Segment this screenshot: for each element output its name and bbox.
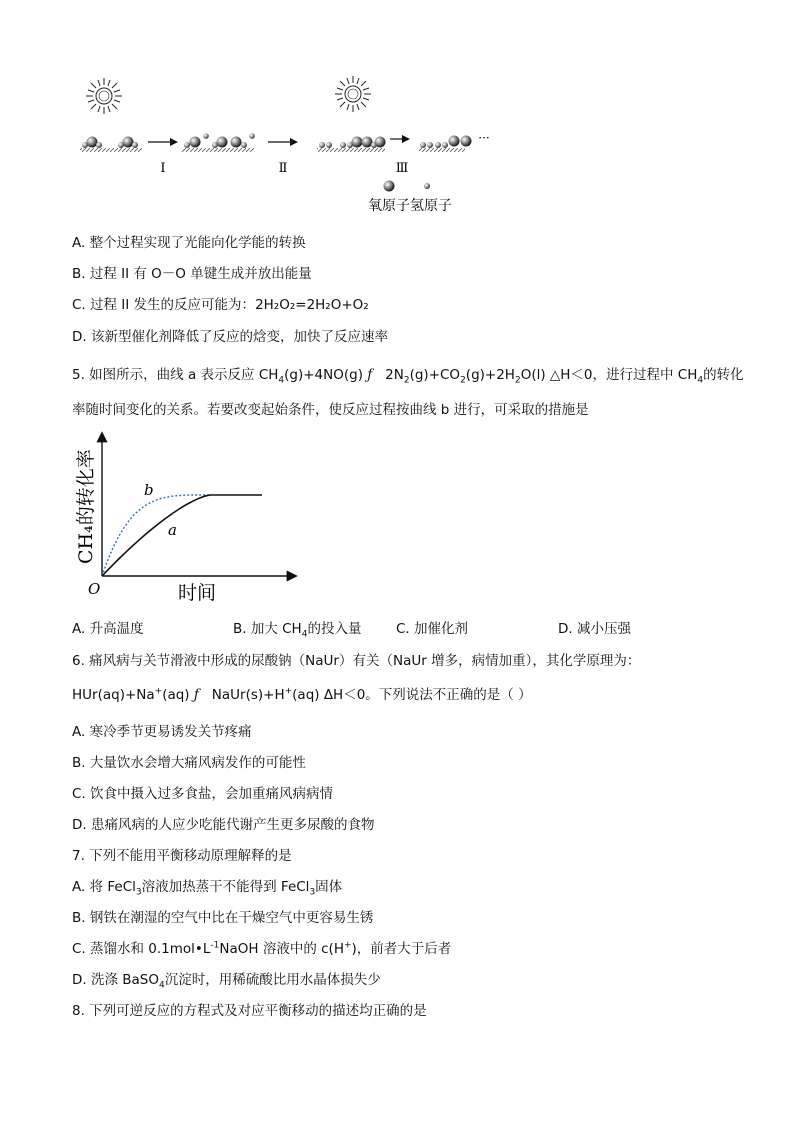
step-label-1: Ⅰ — [160, 161, 166, 176]
intermediate-molecules — [184, 133, 255, 148]
q4-option-b: B. 过程 II 有 O－O 单键生成并放出能量 — [72, 266, 312, 282]
subscript: 4 — [278, 375, 285, 386]
superscript: + — [343, 940, 352, 951]
superscript: + — [284, 686, 293, 697]
q6-option-c: C. 饮食中摄入过多食盐，会加重痛风病病情 — [72, 786, 334, 802]
q6-option-a: A. 寒冷季节更易诱发关节疼痛 — [72, 724, 252, 740]
q5-stem-text: 5. 如图所示，曲线 a 表示反应 CH — [72, 367, 279, 383]
q5-option-d: D. 减小压强 — [558, 621, 631, 637]
q6-stem-line-2 — [72, 686, 532, 704]
subscript: 2 — [403, 375, 410, 386]
catalyst-surface — [182, 148, 254, 152]
q7-option-d-text: 沉淀时，用稀硫酸比用水晶体损失少 — [164, 972, 381, 988]
q5-option-b-text: B. 加大 CH — [233, 621, 302, 637]
superscript: + — [154, 686, 163, 697]
x-axis-label: 时间 — [178, 582, 217, 604]
superscript: -1 — [210, 940, 220, 951]
subscript: 4 — [301, 629, 308, 640]
arrow-icon — [148, 138, 178, 146]
q5-option-c: C. 加催化剂 — [396, 621, 469, 637]
intermediate-molecules — [319, 137, 386, 149]
step-label-3: Ⅲ — [395, 161, 409, 176]
q4-option-c-text: C. 过程 II 发生的反应可能为： — [72, 297, 256, 313]
q7-option-b: B. 钢铁在潮湿的空气中比在干燥空气中更容易生锈 — [72, 910, 374, 926]
q5-stem-text: O(l) △H＜0，进行过程中 CH — [520, 367, 698, 383]
product-molecules — [420, 136, 472, 149]
q5-stem-text: (g)+2H — [465, 367, 515, 383]
q6-stem-text: (aq) — [162, 687, 190, 703]
q7-option-c — [72, 940, 451, 958]
q7-option-a — [72, 878, 342, 896]
series-b-label: b — [144, 481, 154, 499]
q7-option-a-text: 固体 — [315, 879, 343, 895]
q6-stem-text: (aq) ΔH＜0。下列说法不正确的是（ ） — [292, 687, 532, 703]
q7-option-a-text: 溶液加热蒸干不能得到 FeCl — [141, 879, 310, 895]
q6-stem-text: NaUr(s)+H — [211, 687, 285, 703]
q7-option-d — [72, 971, 381, 989]
catalyst-surface — [80, 148, 142, 152]
sun-icon — [86, 78, 122, 114]
q7-option-c-text: NaOH 溶液中的 c(H — [219, 941, 344, 957]
arrow-icon — [390, 135, 410, 143]
subscript: 2 — [514, 375, 521, 386]
subscript: 2 — [460, 375, 466, 386]
q6-stem-text: HUr(aq)+Na — [72, 687, 155, 703]
subscript: 3 — [309, 887, 316, 898]
series-b-line — [102, 495, 210, 576]
water-molecules — [82, 137, 138, 149]
q5-stem-line-1 — [72, 366, 744, 384]
sun-icon — [335, 76, 371, 112]
ellipsis-text: ··· — [478, 131, 490, 145]
q5-option-a: A. 升高温度 — [72, 621, 144, 637]
equilibrium-symbol: ƒ — [193, 687, 199, 703]
q5-stem-text: (g)+CO — [409, 367, 461, 383]
q7-option-a-text: A. 将 FeCl — [72, 879, 136, 895]
q7-stem: 7. 下列不能用平衡移动原理解释的是 — [72, 848, 292, 864]
oxygen-atom-icon — [384, 181, 395, 192]
arrow-icon — [268, 138, 298, 146]
subscript: 4 — [697, 375, 704, 386]
q4-option-d: D. 该新型催化剂降低了反应的焓变，加快了反应速率 — [72, 329, 388, 345]
step-label-2: Ⅱ — [278, 161, 288, 176]
q6-option-b: B. 大量饮水会增大痛风病发作的可能性 — [72, 755, 306, 771]
q6-stem-line-1: 6. 痛风病与关节滑液中形成的尿酸钠（NaUr）有关（NaUr 增多，病情加重），其化学原理为： — [72, 653, 641, 669]
q7-option-c-text: C. 蒸馏水和 0.1mol•L — [72, 941, 211, 957]
legend-oxygen-label: 氧原子 — [368, 198, 410, 214]
q6-option-d: D. 患痛风病的人应少吃能代谢产生更多尿酸的食物 — [72, 817, 375, 833]
series-a-line — [102, 495, 262, 576]
hydrogen-atom-icon — [424, 183, 430, 189]
series-a-label: a — [168, 521, 177, 539]
q5-stem-text: 2N — [385, 367, 404, 383]
q4-option-c — [72, 296, 369, 314]
q5-option-b-text: 的投入量 — [307, 621, 362, 637]
reaction-process-figure — [70, 72, 510, 220]
catalyst-surface — [419, 148, 465, 152]
equilibrium-symbol: ƒ — [367, 367, 373, 383]
q5-stem-text: (g)+4NO(g) — [284, 367, 363, 383]
q5-stem-text: 的转化 — [703, 367, 744, 383]
legend-hydrogen-label: 氢原子 — [410, 198, 452, 214]
origin-label: O — [88, 580, 101, 598]
q5-stem-line-2: 率随时间变化的关系。若要改变起始条件，使反应过程按曲线 b 进行，可采取的措施是 — [72, 402, 589, 418]
y-axis-label: CH₄的转化率 — [75, 449, 97, 564]
subscript: 4 — [159, 980, 165, 991]
q4-option-a: A. 整个过程实现了光能向化学能的转换 — [72, 235, 306, 251]
q8-stem: 8. 下列可逆反应的方程式及对应平衡移动的描述均正确的是 — [72, 1003, 427, 1019]
q5-option-b — [233, 620, 361, 638]
q7-option-c-text: )，前者大于后者 — [351, 941, 452, 957]
conversion-time-chart — [70, 428, 310, 608]
q7-option-d-text: D. 洗涤 BaSO — [72, 972, 159, 988]
subscript: 3 — [135, 887, 142, 898]
q4-option-c-equation: 2H₂O₂=2H₂O+O₂ — [255, 297, 369, 313]
catalyst-surface — [317, 148, 385, 152]
